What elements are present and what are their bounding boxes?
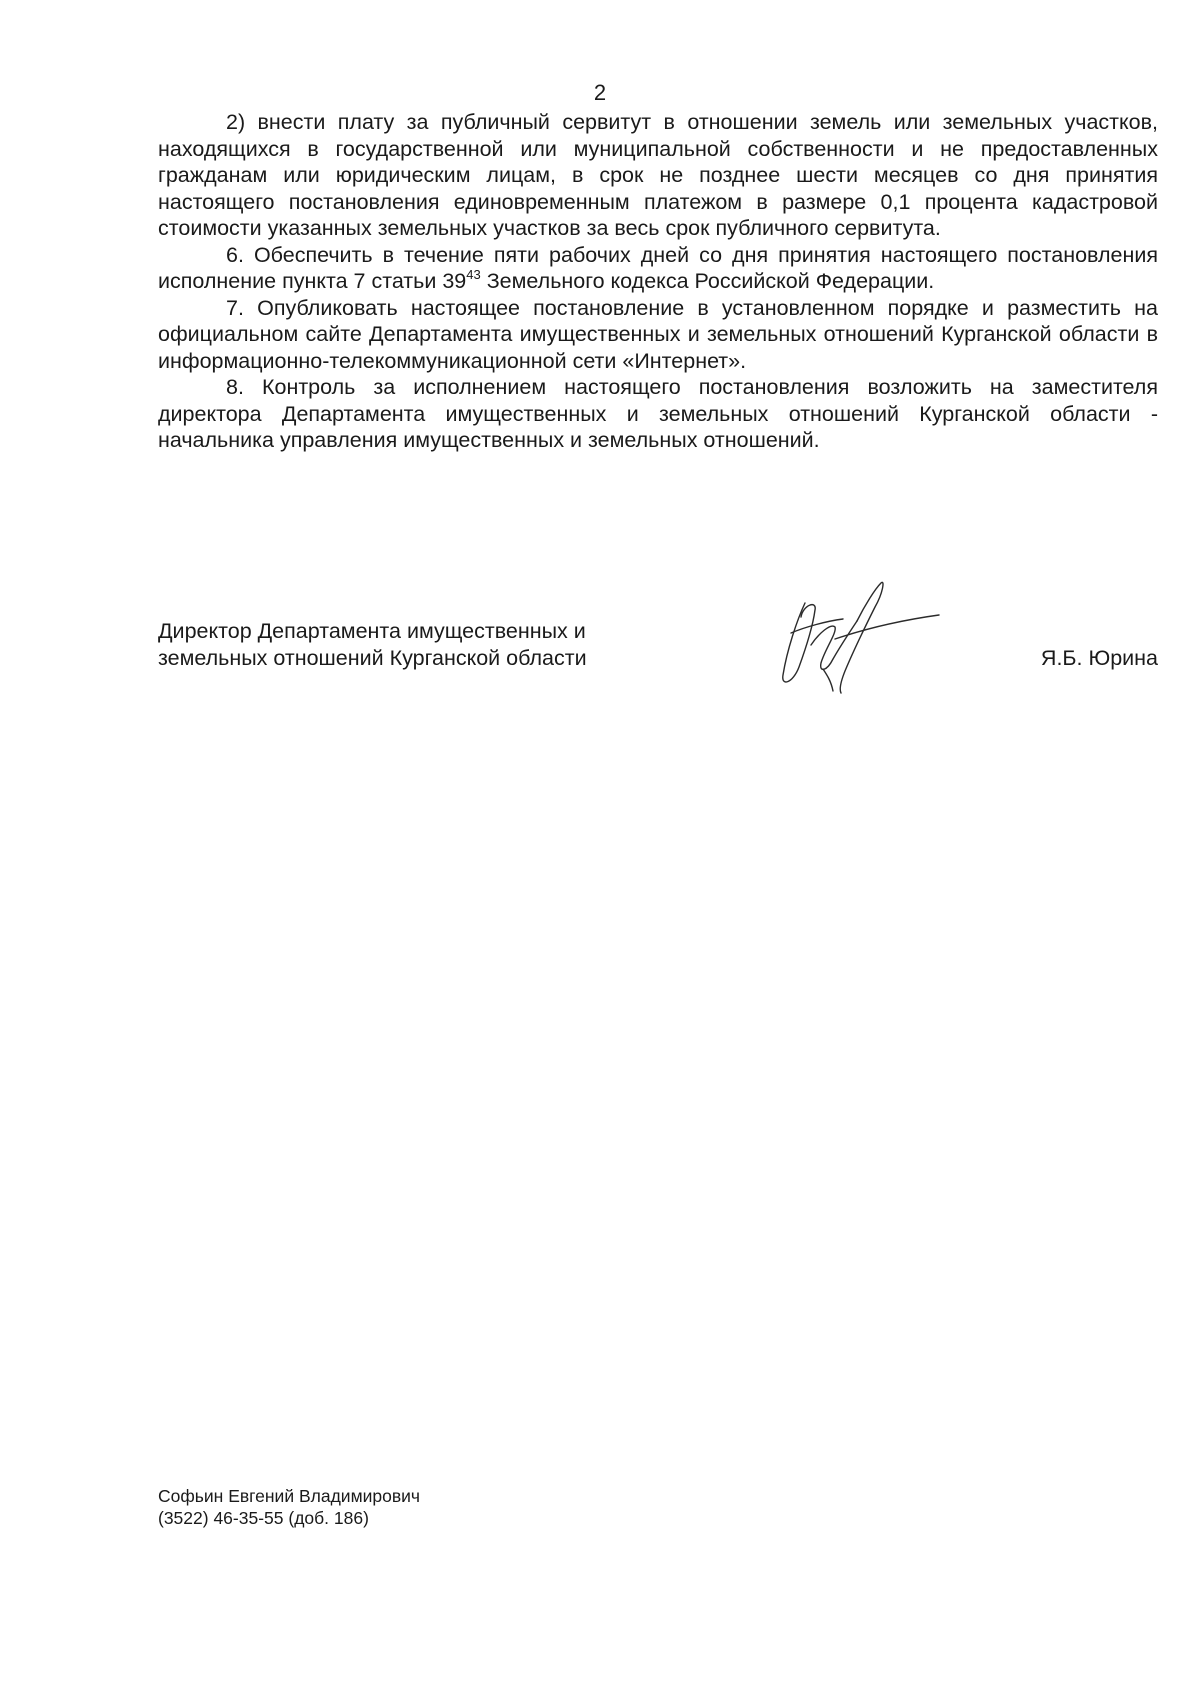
executor-info bbox=[158, 1485, 420, 1529]
signer-title bbox=[158, 618, 678, 672]
paragraph-payment bbox=[158, 109, 1158, 242]
executor-name: Софьин Евгений Владимирович bbox=[158, 1486, 421, 1506]
superscript: 43 bbox=[466, 267, 481, 282]
paragraph-text: Земельного кодекса Российской Федерации. bbox=[480, 269, 935, 293]
signer-title-line: земельных отношений Курганской области bbox=[158, 646, 587, 670]
signer-title-line: Директор Департамента имущественных и bbox=[158, 619, 586, 643]
paragraph-text: 7. Опубликовать настоящее постановление в установленном порядке и разместить на официальном сайте Департамента имущественных и земельных отношений Курганской области в информационно-телекоммуникационной сети «Интернет». bbox=[158, 295, 1158, 373]
paragraph-text: 8. Контроль за исполнением настоящего постановления возложить на заместителя директора Департамента имущественных и земельных отношений Курганской области - начальника управления имущественных и земельных отношений. bbox=[158, 375, 1158, 452]
signature-block bbox=[158, 618, 1158, 672]
paragraph-text: 2) внести плату за публичный сервитут в отношении земель или земельных участков, находящихся в государственной или муниципальной собственности и не предоставленных гражданам или юридическим лицам, в срок не позднее шести месяцев со дня принятия настоящего постановления единовременным платежом в размере 0,1 процента кадастровой стоимости указанных земельных участков за весь срок публичного сервитута. bbox=[158, 110, 1158, 240]
document-body bbox=[158, 109, 1158, 454]
page-number: 2 bbox=[593, 80, 607, 105]
handwritten-signature bbox=[775, 575, 945, 695]
paragraph-text: 6. Обеспечить в течение пяти рабочих дней со дня принятия настоящего постановления исполнение пункта 7 статьи 39 bbox=[158, 242, 1158, 293]
paragraph-8 bbox=[158, 374, 1158, 454]
paragraph-7 bbox=[158, 295, 1158, 375]
signer-name: Я.Б. Юрина bbox=[1040, 646, 1158, 670]
executor-phone: (3522) 46-35-55 (доб. 186) bbox=[158, 1508, 369, 1528]
paragraph-6 bbox=[158, 242, 1158, 295]
